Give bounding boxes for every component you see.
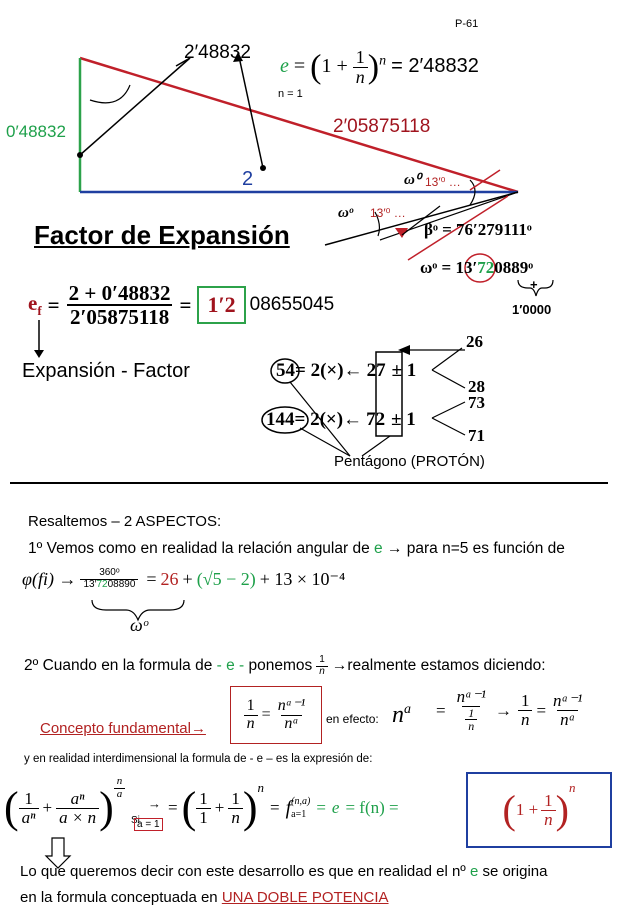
result-box: ( 1 + $\frac{1}{n}$ ) $^n$ (466, 772, 612, 848)
value-28: 28 (468, 377, 485, 396)
interdim-text: y en realidad interdimensional la formula de - e – es la expresión de: (24, 753, 373, 765)
en-efecto: en efecto: (326, 712, 379, 726)
omega-pct: ω⁰ (404, 172, 421, 188)
diagonal-line (80, 58, 190, 155)
big-formula-2: = ( $\frac{1}{1}$ + $\frac{1}{n}$ ) $^n$ = f (n,a) a=1 = e = f(n) = (168, 780, 399, 832)
base-label: 2 (242, 168, 254, 190)
omega-under: ωᵒ (130, 615, 148, 635)
e-formula: e = (1 + $\frac{1}{n}$ )$^n$ = 2′48832 (280, 47, 479, 87)
pentagon-caption: Pentágono (PROTÓN) (334, 453, 485, 470)
concepto-label: Concepto fundamental→ (40, 720, 206, 737)
left-value: 0′48832 (6, 122, 66, 141)
aspect1-formula: φ(fi) → $\frac{\text{360ᵒ}}{13'7208890}$ = 26 + (√5 − 2) + 13 × 10⁻⁴ (22, 567, 346, 590)
concepto-box: $\frac{1}{n}$ = $\frac{\text{nᵃ⁻¹}}{\text{nᵃ}}$ (230, 686, 322, 744)
omega-equation: ωᵒ = 13′720889ᵒ (420, 258, 534, 277)
pentagon-row2: 144= 2(×)← 72 ± 1 (266, 409, 416, 430)
ef-caption: Expansión - Factor (22, 360, 190, 382)
value-26: 26 (466, 332, 483, 351)
si-arrow: → (148, 796, 161, 811)
top-value: 2′48832 (184, 42, 251, 63)
hypotenuse-value: 2′05875118 (333, 116, 431, 137)
plus-sign: + (530, 277, 538, 292)
aspect1-text: 1º Vemos como en realidad la relación angular de e → para n=5 es función de (28, 540, 565, 557)
conclusion-line-2: en la formula conceptuada en UNA DOBLE POTENCIA (20, 889, 389, 906)
efecto-formula: = $\frac{\text{nᵃ⁻¹}}{\frac{1}{n}}$ → $\frac{1}{n}$ = $\frac{\text{nᵃ⁻¹}}{\text{nᵃ}}$ (436, 687, 583, 734)
omega-label: ωᵒ (338, 205, 354, 221)
angle-arc-left (90, 85, 130, 103)
a1-box: a = 1 (134, 818, 163, 831)
n-power-a: $n^a$ (392, 702, 411, 728)
down-arrow-icon (34, 350, 44, 358)
si-label: Si (131, 815, 140, 826)
page-title: Factor de Expansión (34, 220, 290, 250)
resaltemos: Resaltemos – 2 ASPECTOS: (28, 513, 222, 530)
pentagon-row1: 54= 2(×)← 27 ± 1 (276, 360, 417, 381)
point-b (260, 165, 266, 171)
angle-small: 13′⁰ … (425, 175, 461, 189)
boxed-value: 1′2 (197, 286, 245, 324)
ef-formula: $e_f$ = $\frac{2 + 0'48832}{2'05875118}$ = 1′2 08655045 (28, 281, 335, 330)
angle-small-2: 13′⁰ … (370, 206, 406, 220)
big-formula: ( $\frac{1}{\text{aⁿ}}$ + $\frac{\text{aⁿ}}{a \times n}$ ) $\frac{n}{a}$ (4, 776, 125, 840)
conclusion-line-1: Lo que queremos decir con este desarrollo es que en realidad el nº e se origina (20, 863, 548, 880)
value-71: 71 (468, 426, 485, 445)
aspect2-text: 2º Cuando en la formula de - e - ponemos $\frac{1}{n}$ →realmente estamos diciendo: (24, 654, 546, 677)
pointer-line (238, 52, 263, 168)
brace-value: 1′0000 (512, 302, 552, 317)
e-formula-sub: n = 1 (278, 88, 303, 100)
value-73: 73 (468, 393, 485, 412)
beta-value: βᵒ = 76′279111ᵒ (424, 220, 532, 239)
point-a (77, 152, 83, 158)
page-label: P-61 (455, 18, 479, 30)
